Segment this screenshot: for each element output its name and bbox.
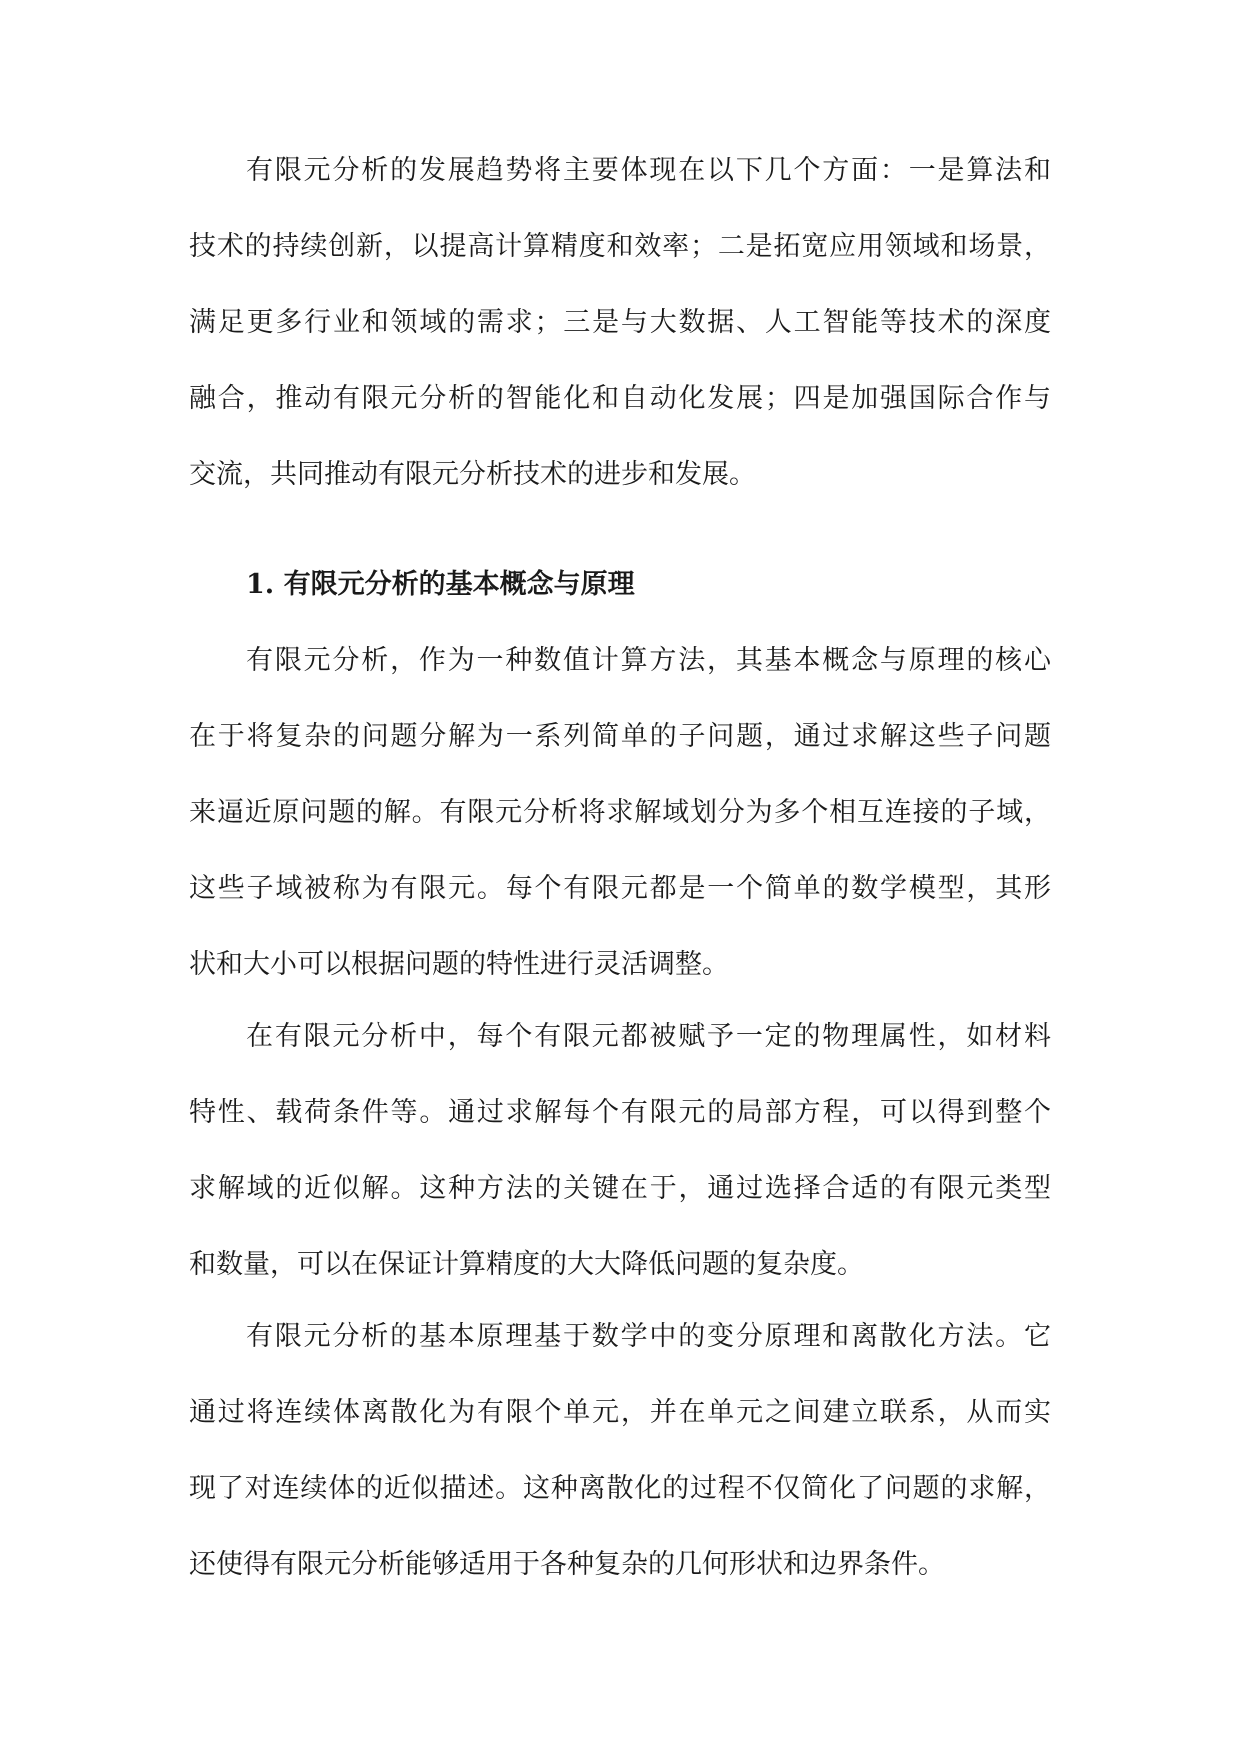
paragraph-development-trends: [189, 133, 1051, 513]
paragraph-element-properties: [189, 999, 1051, 1303]
text-line: 有限元分析，作为一种数值计算方法，其基本概念与原理的核心: [246, 645, 1051, 676]
text-line: 在有限元分析中，每个有限元都被赋予一定的物理属性，如材料: [246, 1021, 1051, 1052]
text-line: 有限元分析的发展趋势将主要体现在以下几个方面：一是算法和: [246, 155, 1051, 186]
text-line: 通过将连续体离散化为有限个单元，并在单元之间建立联系，从而实: [189, 1397, 1051, 1428]
text-line: 求解域的近似解。这种方法的关键在于，通过选择合适的有限元类型: [189, 1173, 1051, 1204]
paragraph-basic-principles: [189, 1299, 1051, 1603]
text-line: 有限元分析的基本原理基于数学中的变分原理和离散化方法。它: [246, 1321, 1051, 1352]
text-line: 特性、载荷条件等。通过求解每个有限元的局部方程，可以得到整个: [189, 1097, 1051, 1128]
text-line: 融合，推动有限元分析的智能化和自动化发展；四是加强国际合作与: [189, 383, 1051, 414]
text-line: 交流，共同推动有限元分析技术的进步和发展。: [189, 459, 756, 490]
text-line: 在于将复杂的问题分解为一系列简单的子问题，通过求解这些子问题: [189, 721, 1051, 752]
text-line: 和数量，可以在保证计算精度的大大降低问题的复杂度。: [189, 1249, 864, 1280]
text-line: 现了对连续体的近似描述。这种离散化的过程不仅简化了问题的求解，: [189, 1473, 1051, 1504]
text-line: 满足更多行业和领域的需求；三是与大数据、人工智能等技术的深度: [189, 307, 1051, 338]
paragraph-basic-concepts: [189, 623, 1051, 1003]
text-line: 技术的持续创新，以提高计算精度和效率；二是拓宽应用领域和场景，: [189, 231, 1051, 262]
text-line: 状和大小可以根据问题的特性进行灵活调整。: [189, 949, 729, 980]
text-line: 这些子域被称为有限元。每个有限元都是一个简单的数学模型，其形: [189, 873, 1051, 904]
section-heading: 1. 有限元分析的基本概念与原理: [246, 569, 635, 600]
text-line: 来逼近原问题的解。有限元分析将求解域划分为多个相互连接的子域，: [189, 797, 1051, 828]
text-line: 还使得有限元分析能够适用于各种复杂的几何形状和边界条件。: [189, 1549, 945, 1580]
